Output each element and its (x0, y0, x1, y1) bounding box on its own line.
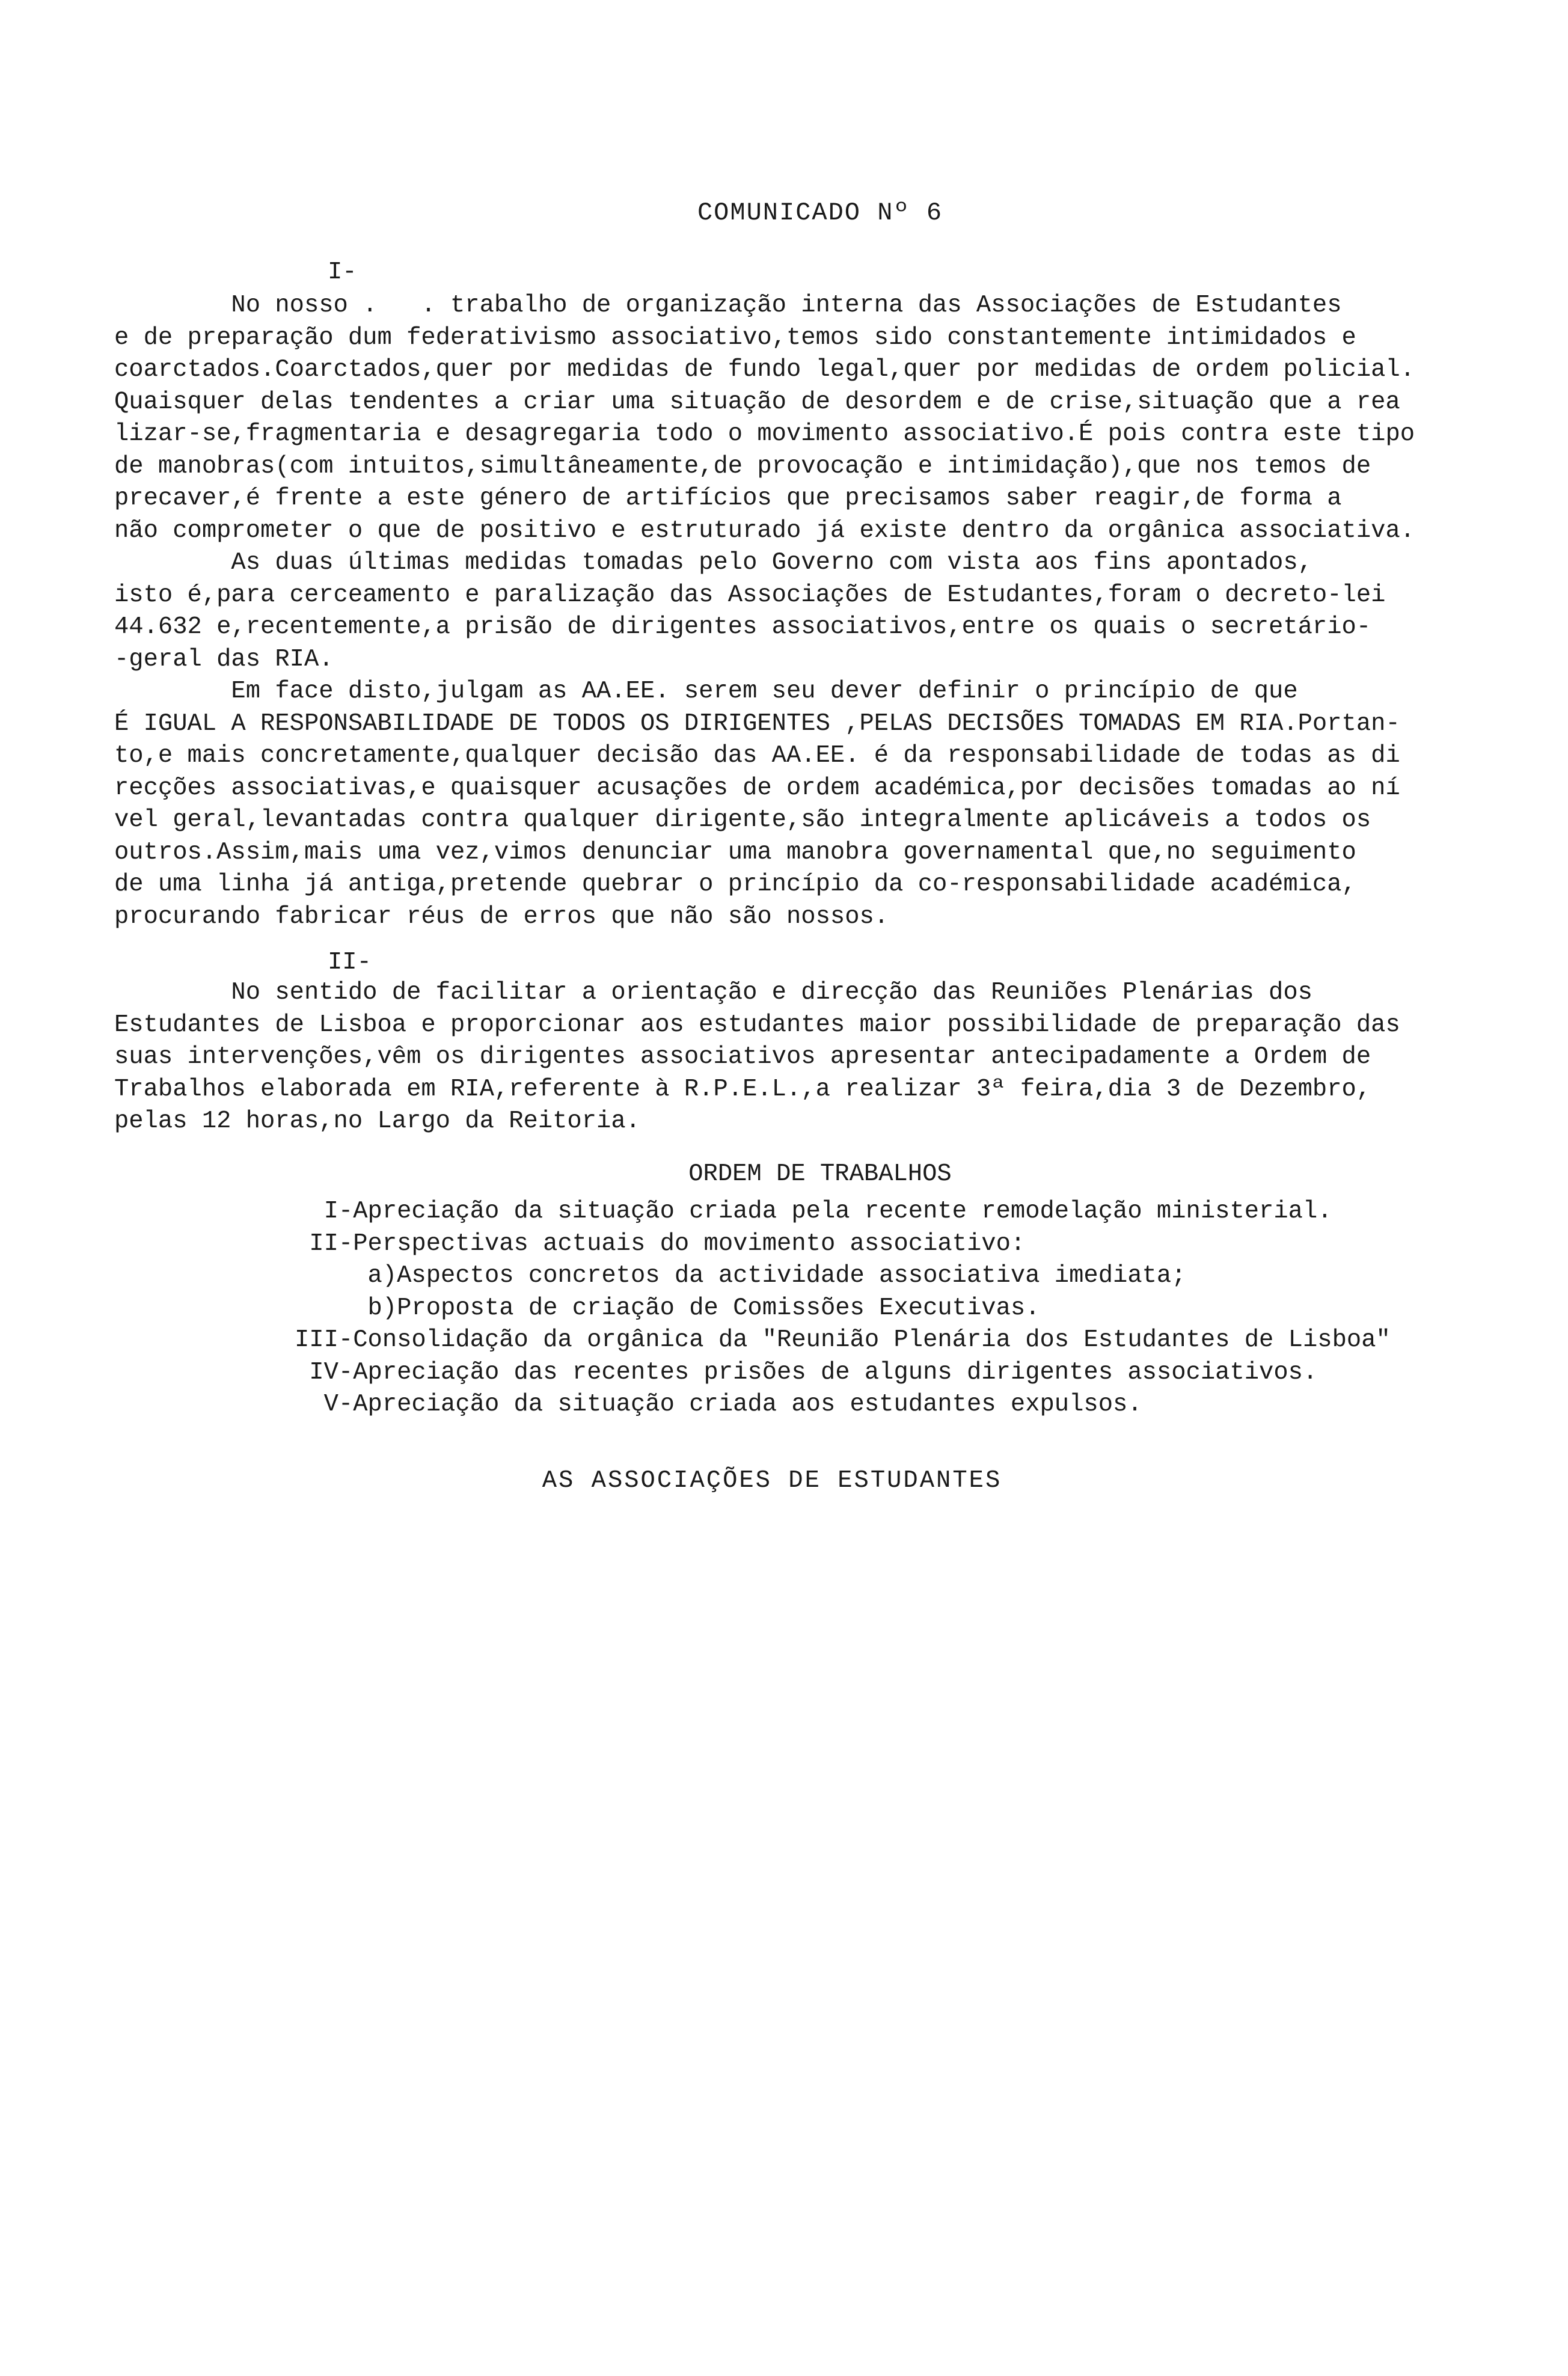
paragraph-line: recções associativas,e quaisquer acusações de ordem académica,por decisões tomadas ao ní (114, 774, 1400, 802)
agenda-item: V-Apreciação da situação criada aos estudantes expulsos. (295, 1391, 1142, 1418)
section-2-body (114, 977, 1461, 1138)
paragraph-line: suas intervenções,vêm os dirigentes associativos apresentar antecipadamente a Ordem de (114, 1043, 1371, 1071)
agenda-list (295, 1195, 1391, 1421)
agenda-item: IV-Apreciação das recentes prisões de alguns dirigentes associativos. (295, 1358, 1318, 1386)
agenda-item: II-Perspectivas actuais do movimento associativo: (295, 1229, 1026, 1258)
paragraph-line: 44.632 e,recentemente,a prisão de dirigentes associativos,entre os quais o secretário- (114, 613, 1371, 641)
paragraph-line: to,e mais concretamente,qualquer decisão das AA.EE. é da responsabilidade de todas as di (114, 742, 1400, 770)
paragraph-line: coarctados.Coarctados,quer por medidas de fundo legal,quer por medidas de ordem policial. (114, 356, 1415, 384)
paragraph-line: pelas 12 horas,no Largo da Reitoria. (114, 1107, 640, 1135)
paragraph-line: precaver,é frente a este género de artifícios que precisamos saber reagir,de forma a (114, 485, 1342, 512)
paragraph-line: No sentido de facilitar a orientação e direcção das Reuniões Plenárias dos (114, 979, 1312, 1006)
paragraph-line: procurando fabricar réus de erros que não são nossos. (114, 902, 889, 931)
paragraph-line: É IGUAL A RESPONSABILIDADE DE TODOS OS DIRIGENTES ,PELAS DECISÕES TOMADAS EM RIA.Portan- (114, 709, 1400, 738)
paragraph-line: de manobras(com intuitos,simultâneamente,de provocação e intimidação),que nos temos de (114, 452, 1371, 480)
paragraph-line: As duas últimas medidas tomadas pelo Governo com vista aos fins apontados, (114, 549, 1312, 577)
agenda-item: III-Consolidação da orgânica da "Reunião Plenária dos Estudantes de Lisboa" (295, 1326, 1391, 1354)
agenda-item: I-Apreciação da situação criada pela recente remodelação ministerial. (295, 1198, 1332, 1225)
agenda-title: ORDEM DE TRABALHOS (688, 1160, 952, 1188)
signature: AS ASSOCIAÇÕES DE ESTUDANTES (542, 1467, 1002, 1495)
paragraph-line: e de preparação dum federativismo associativo,temos sido constantemente intimidados e (114, 323, 1356, 352)
paragraph-line: No nosso . . trabalho de organização interna das Associações de Estudantes (114, 292, 1342, 319)
paragraph-line: de uma linha já antiga,pretende quebrar o princípio da co-responsabilidade académica, (114, 871, 1356, 898)
paragraph-line: Em face disto,julgam as AA.EE. serem seu dever definir o princípio de que (114, 678, 1298, 705)
paragraph-line: não comprometer o que de positivo e estruturado já existe dentro da orgânica associativa. (114, 516, 1415, 545)
paragraph-line: -geral das RIA. (114, 645, 334, 673)
paragraph-line: isto é,para cerceamento e paralização das Associações de Estudantes,foram o decreto-lei (114, 581, 1386, 609)
agenda-item: a)Aspectos concretos da actividade associativa imediata; (295, 1262, 1186, 1290)
paragraph-line: vel geral,levantadas contra qualquer dirigente,são integralmente aplicáveis a todos os (114, 806, 1371, 834)
document-title: COMUNICADO Nº 6 (697, 198, 943, 227)
paragraph-line: Trabalhos elaborada em RIA,referente à R.P.E.L.,a realizar 3ª feira,dia 3 de Dezembro, (114, 1075, 1371, 1103)
paragraph-line: Quaisquer delas tendentes a criar uma situação de desordem e de crise,situação que a rea (114, 388, 1400, 416)
paragraph-line: lizar-se,fragmentaria e desagregaria todo o movimento associativo.É pois contra este tipo (114, 420, 1415, 448)
section-2-numeral: II- (328, 949, 372, 976)
agenda-item: b)Proposta de criação de Comissões Executivas. (295, 1294, 1040, 1322)
paragraph-line: outros.Assim,mais uma vez,vimos denunciar uma manobra governamental que,no seguimento (114, 838, 1356, 866)
section-1-numeral: I- (328, 259, 357, 286)
paragraph-line: Estudantes de Lisboa e proporcionar aos estudantes maior possibilidade de preparação das (114, 1011, 1400, 1039)
section-1-body (114, 290, 1461, 933)
